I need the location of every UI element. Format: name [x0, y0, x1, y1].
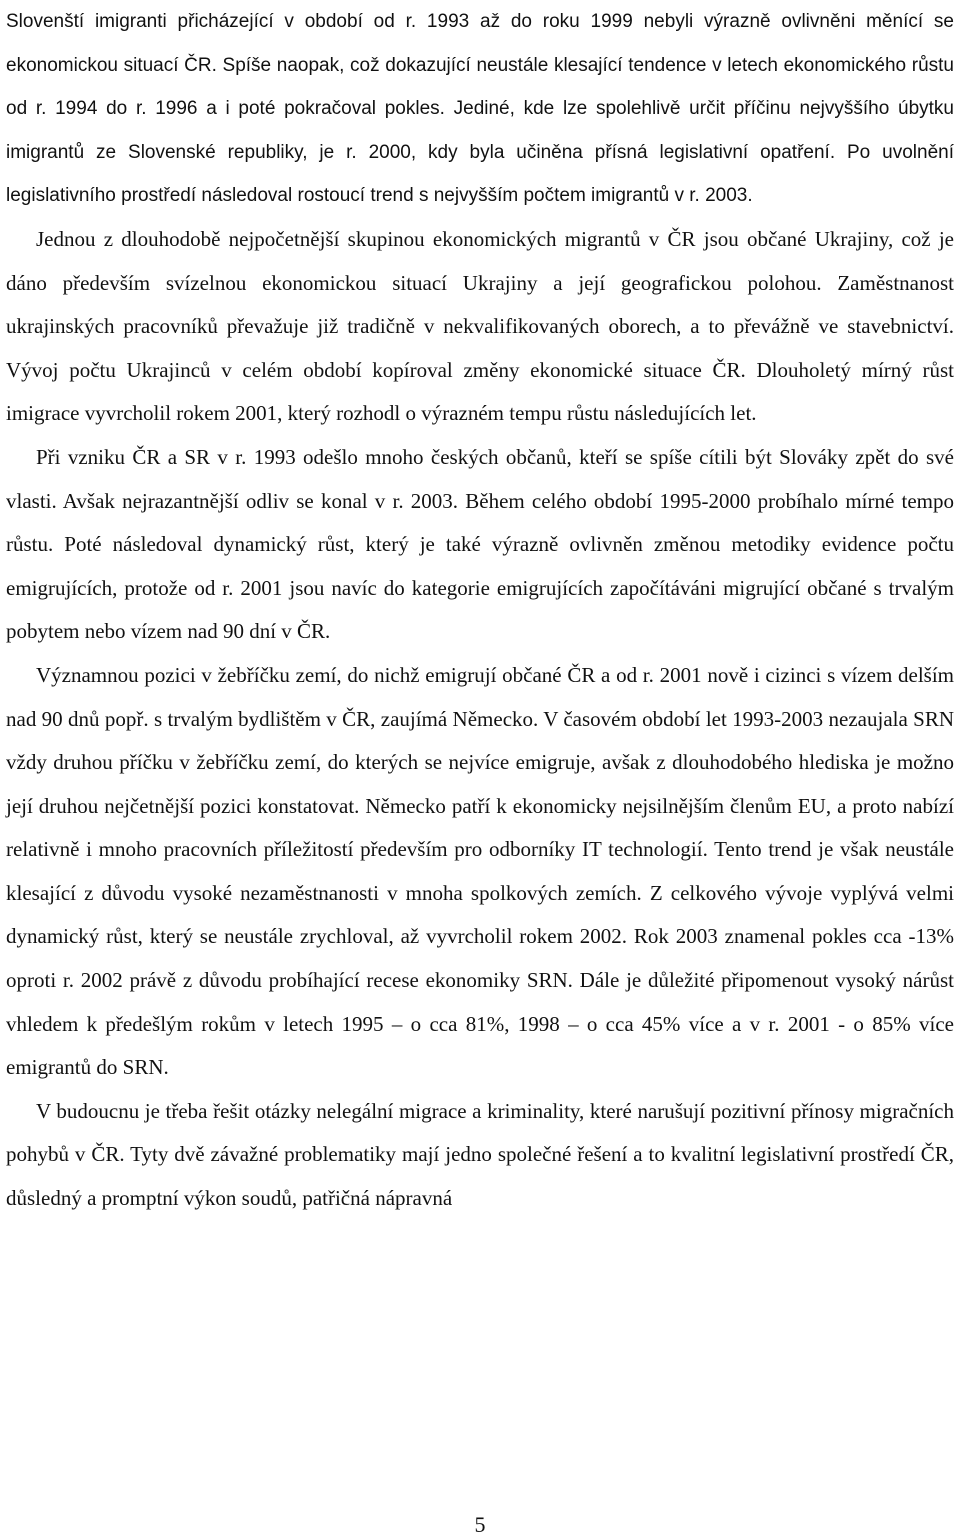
- page-number: 5: [474, 1512, 486, 1537]
- paragraph-slovak-immigrants: Slovenští imigranti přicházející v období od r. 1993 až do roku 1999 nebyli výrazně ovlivněni měnící se ekonomickou situací ČR. Spíše naopak, což dokazující neustále klesající tendence v letech ekonomického růstu od r. 1994 do r. 1996 a i poté pokračoval pokles. Jediné, kde lze spolehlivě určit příčinu nejvyššího úbytku imigrantů ze Slovenské republiky, je r. 2000, kdy byla učiněna přísná legislativní opatření. Po uvolnění legislativního prostředí následoval rostoucí trend s nejvyšším počtem imigrantů v r. 2003.: [6, 11, 954, 207]
- paragraph-ukrainian-migrants: Jednou z dlouhodobě nejpočetnější skupinou ekonomických migrantů v ČR jsou občané Ukrajiny, což je dáno především svízelnou ekonomickou situací Ukrajiny a její geografickou polohou. Zaměstnanost ukrajinských pracovníků převažuje již tradičně v nekvalifikovaných oborech, a to převážně ve stavebnictví. Vývoj počtu Ukrajinců v celém období kopíroval změny ekonomické situace ČR. Dlouholetý mírný růst imigrace vyvrcholil rokem 2001, který rozhodl o výrazném tempu růstu následujících let.: [6, 226, 954, 426]
- paragraph-germany: Významnou pozici v žebříčku zemí, do nichž emigrují občané ČR a od r. 2001 nově i cizinci s vízem delším nad 90 dnů popř. s trvalým bydlištěm v ČR, zaujímá Německo. V časovém období let 1993-2003 nezaujala SRN vždy druhou příčku v žebříčku zemí, do kterých se nejvíce emigruje, avšak z dlouhodobého hlediska je možno její druhou nejčetnější pozici konstatovat. Německo patří k ekonomicky nejsilnějším členům EU, a proto nabízí relativně i mnoho pracovních příležitostí především pro odborníky IT technologií. Tento trend je však neustále klesající z důvodu vysoké nezaměstnanosti v mnoha spolkových zemích. Z celkového vývoje vyplývá velmi dynamický růst, který se neustále zrychloval, až vyvrcholil rokem 2002. Rok 2003 znamenal pokles cca -13% oproti r. 2002 právě z důvodu probíhající recese ekonomiky SRN. Dále je důležité připomenout vysoký nárůst vhledem k předešlým rokům v letech 1995 – o cca 81%, 1998 – o cca 45% více a v r. 2001 - o 85% více emigrantů do SRN.: [6, 662, 954, 1080]
- paragraph-future-issues: V budoucnu je třeba řešit otázky nelegální migrace a kriminality, které narušují pozitivní přínosy migračních pohybů v ČR. Tyty dvě závažné problematiky mají jedno společné řešení a to kvalitní legislativní prostředí ČR, důsledný a promptní výkon soudů, patřičná nápravná: [6, 1098, 954, 1211]
- document-page: [6, 0, 954, 1221]
- paragraph-emigration-czech: Při vzniku ČR a SR v r. 1993 odešlo mnoho českých občanů, kteří se spíše cítili být Slováky zpět do své vlasti. Avšak nejrazantnější odliv se konal v r. 2003. Během celého období 1995-2000 probíhalo mírné tempo růstu. Poté následoval dynamický růst, který je také výrazně ovlivněn změnou metodiky evidence počtu emigrujících, protože od r. 2001 jsou navíc do kategorie emigrujících započítáváni migrující občané s trvalým pobytem nebo vízem nad 90 dní v ČR.: [6, 444, 954, 644]
